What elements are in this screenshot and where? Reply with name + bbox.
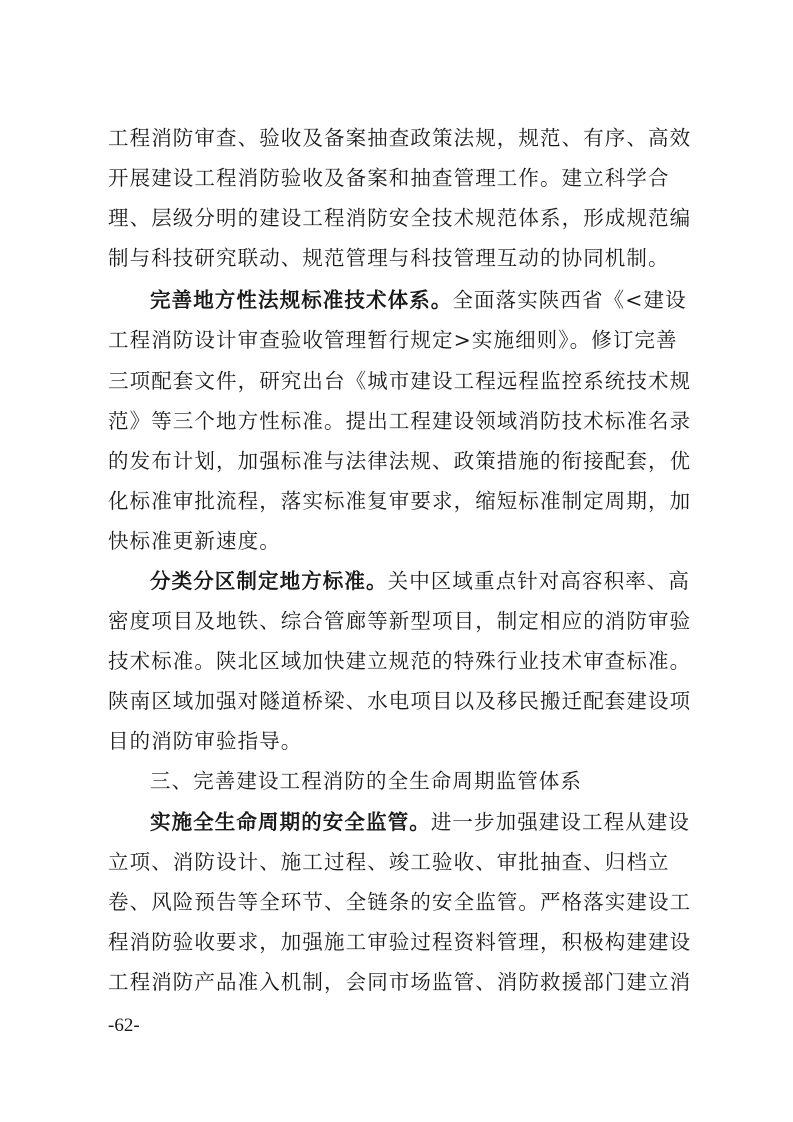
paragraph-line: 开展建设工程消防验收及备案和抽查管理工作。建立科学合: [108, 166, 670, 190]
paragraph-text: 进一步加强建设工程从建设: [430, 810, 691, 834]
section-heading: 三、完善建设工程消防的全生命周期监管体系: [150, 769, 582, 793]
paragraph-line: 三项配套文件，研究出台《城市建设工程远程监控系统技术规: [108, 369, 692, 393]
paragraph-line: 制与科技研究联动、规范管理与科技管理互动的协同机制。: [108, 246, 670, 270]
paragraph-line: 卷、风险预告等全环节、全链条的安全监管。严格落实建设工: [108, 890, 692, 914]
bold-lead-text: 分类分区制定地方标准。: [150, 569, 388, 593]
bold-lead-text: 实施全生命周期的安全监管。: [150, 810, 431, 834]
paragraph-line: 工程消防产品准入机制，会同市场监管、消防救援部门建立消: [108, 970, 692, 994]
paragraph-line: 目的消防审验指导。: [108, 729, 303, 753]
paragraph-line: 工程消防设计审查验收管理暂行规定>实施细则》。修订完善: [108, 328, 678, 352]
paragraph-line: 理、层级分明的建设工程消防安全技术规范体系，形成规范编: [108, 206, 692, 230]
paragraph-text: 关中区域重点针对高容积率、高: [387, 569, 691, 593]
paragraph-line: 快标准更新速度。: [108, 529, 281, 553]
paragraph-line: 陕南区域加强对隧道桥梁、水电项目以及移民搬迁配套建设项: [108, 689, 692, 713]
paragraph-first-line: [150, 802, 690, 842]
paragraph-line: 化标准审批流程，落实标准复审要求，缩短标准制定周期，加: [108, 489, 692, 513]
paragraph-line: 技术标准。陕北区域加快建立规范的特殊行业技术审查标准。: [108, 649, 692, 673]
paragraph-first-line: [150, 280, 690, 320]
paragraph-text: 全面落实陕西省《<建设: [452, 288, 687, 312]
paragraph-line: 程消防验收要求，加强施工审验过程资料管理，积极构建建设: [108, 930, 692, 954]
page-number: -62-: [108, 1015, 140, 1036]
paragraph-line: 的发布计划，加强标准与法律法规、政策措施的衔接配套，优: [108, 449, 692, 473]
paragraph-line: 立项、消防设计、施工过程、竣工验收、审批抽查、归档立: [108, 850, 670, 874]
bold-lead-text: 完善地方性法规标准技术体系。: [150, 288, 453, 312]
paragraph-line: 工程消防审查、验收及备案抽查政策法规，规范、有序、高效: [108, 126, 692, 150]
paragraph-first-line: [150, 561, 690, 601]
paragraph-line: 范》等三个地方性标准。提出工程建设领域消防技术标准名录: [108, 409, 692, 433]
paragraph-line: 密度项目及地铁、综合管廊等新型项目，制定相应的消防审验: [108, 609, 692, 633]
